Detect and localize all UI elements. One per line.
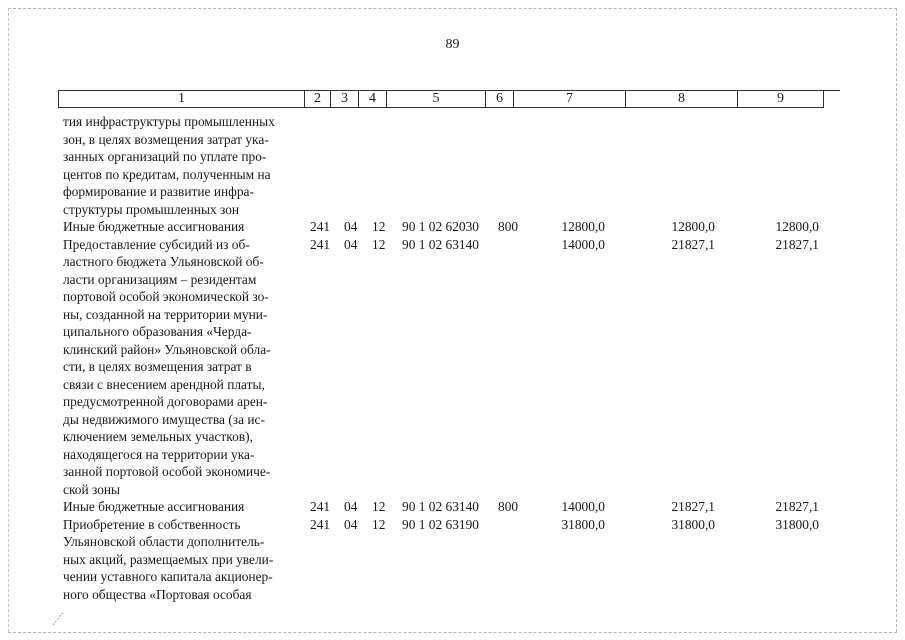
table-row xyxy=(0,236,905,499)
cell-expense-type: 800 xyxy=(498,219,519,234)
table-row xyxy=(0,498,905,516)
header-col-2: 2 xyxy=(305,91,331,107)
page-frame-bottom xyxy=(8,632,897,633)
cell-amount-col7: 12800,0 xyxy=(561,219,605,234)
header-col-1: 1 xyxy=(59,91,305,107)
header-col-8: 8 xyxy=(626,91,738,107)
row-description: Иные бюджетные ассигнования xyxy=(63,219,245,234)
cell-ministry-code: 241 xyxy=(310,219,331,234)
header-tail-line xyxy=(822,90,840,91)
row-description: тия инфраструктуры промышленных зон, в целях возмещения затрат ука- занных организаций по уплате про- центов по кредитам, полученным на формирование и развитие инфра- структуры промышленных зон xyxy=(63,114,275,217)
cell-amount-col9: 21827,1 xyxy=(775,236,819,252)
scan-mark-icon xyxy=(52,612,66,626)
cell-ministry-code: 241 xyxy=(310,499,331,514)
table-header xyxy=(58,90,824,108)
cell-amount-col7: 31800,0 xyxy=(561,516,605,532)
row-description: Предоставление субсидий из об- ластного бюджета Ульяновской об- ласти организациям – резидентам портовой особой экономической зо- ны, созданной на территории муни- ципального образования «Черда- клинский район» Ульяновской обла- сти, в целях возмещения затрат в связи с внесением арендной платы, предусмотренной договорами арен- ды недвижимого имущества (за ис- ключением земельных участков), находящегося на территории ука- занной портовой особой экономиче- ской зоны xyxy=(63,236,271,497)
cell-ministry-code: 241 xyxy=(310,236,331,252)
cell-expense-type: 800 xyxy=(498,499,519,514)
row-description: Иные бюджетные ассигнования xyxy=(63,499,245,514)
cell-amount-col8: 21827,1 xyxy=(671,236,715,252)
cell-target-code: 90 1 02 63140 xyxy=(402,499,479,514)
cell-amount-col8: 31800,0 xyxy=(671,516,715,532)
cell-amount-col9: 12800,0 xyxy=(775,219,819,234)
cell-amount-col9: 21827,1 xyxy=(775,499,819,514)
header-col-9: 9 xyxy=(777,91,784,106)
cell-target-code: 90 1 02 63140 xyxy=(402,236,479,252)
cell-subsection-code: 12 xyxy=(372,219,386,234)
table-body xyxy=(0,113,905,603)
header-col-5: 5 xyxy=(387,91,486,107)
table-row xyxy=(0,218,905,236)
row-description: Приобретение в собственность Ульяновской области дополнитель- ных акций, размещаемых при увели- чении уставного капитала акционер- ного общества «Портовая особая xyxy=(63,516,274,602)
header-col-7: 7 xyxy=(514,91,626,107)
cell-target-code: 90 1 02 62030 xyxy=(402,219,479,234)
cell-amount-col9: 31800,0 xyxy=(775,516,819,532)
cell-section-code: 04 xyxy=(344,516,358,532)
cell-ministry-code: 241 xyxy=(310,516,331,532)
cell-section-code: 04 xyxy=(344,236,358,252)
cell-subsection-code: 12 xyxy=(372,516,386,532)
cell-section-code: 04 xyxy=(344,499,358,514)
page-frame-top xyxy=(8,8,897,9)
header-col-4: 4 xyxy=(359,91,387,107)
cell-amount-col8: 12800,0 xyxy=(671,219,715,234)
cell-amount-col8: 21827,1 xyxy=(671,499,715,514)
header-col-6: 6 xyxy=(486,91,514,107)
page-number: 89 xyxy=(445,37,460,52)
cell-amount-col7: 14000,0 xyxy=(561,236,605,252)
cell-subsection-code: 12 xyxy=(372,499,386,514)
table-row xyxy=(0,516,905,604)
cell-amount-col7: 14000,0 xyxy=(561,499,605,514)
header-col-3: 3 xyxy=(331,91,359,107)
cell-section-code: 04 xyxy=(344,219,358,234)
cell-subsection-code: 12 xyxy=(372,236,386,252)
cell-target-code: 90 1 02 63190 xyxy=(402,516,479,532)
table-row xyxy=(0,113,905,218)
